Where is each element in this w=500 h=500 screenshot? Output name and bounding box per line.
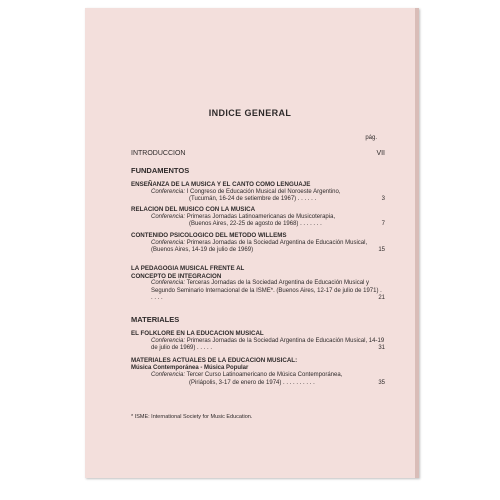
toc-page-number: 3 — [381, 196, 385, 203]
section-heading-materiales: MATERIALES — [131, 315, 180, 324]
toc-entry-conference: Conferencia: Tercer Curso Latinoamericano de Música Contemporánea, (Piriápolis, 3-17 de enero de 1974) . . . . . . . . . . 35 — [151, 372, 385, 386]
toc-entry-title: LA PEDAGOGIA MUSICAL FRENTE AL — [131, 265, 245, 272]
toc-entry-title: CONTENIDO PSICOLOGICO DEL METODO WILLEMS — [131, 232, 287, 239]
toc-entry-title: RELACION DEL MUSICO CON LA MUSICA — [131, 206, 256, 213]
toc-page-number: 7 — [381, 221, 385, 228]
toc-entry — [131, 265, 385, 303]
toc-entry-title-continued: CONCEPTO DE INTEGRACION — [131, 272, 222, 280]
toc-entry — [131, 330, 385, 353]
toc-entry-conference: Conferencia: Primeras Jornadas de la Sociedad Argentina de Educación Musical, 14-19 de julio de 1969) . . . . . 31 — [151, 337, 385, 352]
page-column-label: pág. — [365, 135, 377, 141]
toc-page-number: 35 — [378, 379, 385, 386]
toc-page-number: 21 — [378, 295, 385, 302]
toc-entry-title: INTRODUCCION — [131, 150, 186, 157]
toc-entry-title: MATERIALES ACTUALES DE LA EDUCACION MUSICAL: — [131, 357, 298, 364]
toc-entry — [131, 232, 385, 255]
toc-entry-title: EL FOLKLORE EN LA EDUCACION MUSICAL — [131, 330, 264, 337]
toc-page-number: 31 — [378, 345, 385, 352]
toc-entry-conference: Conferencia: Primeras Jornadas de la Sociedad Argentina de Educación Musical, (Buenos Aires, 14-19 de julio de 1969) 15 — [151, 239, 385, 254]
toc-entry-introduccion — [131, 150, 385, 157]
page-title: INDICE GENERAL — [208, 108, 292, 118]
section-heading-fundamentos: FUNDAMENTOS — [131, 166, 190, 175]
toc-entry-conference: Conferencia: Primeras Jornadas Latinoamericanas de Musicoterapia, (Buenos Aires, 22-25 de agosto de 1968) . . . . . . . 7 — [151, 213, 385, 228]
toc-entry-title: ENSEÑANZA DE LA MUSICA Y EL CANTO COMO LENGUAJE — [131, 181, 311, 188]
toc-page-number: VII — [376, 150, 385, 157]
toc-entry-conference: Conferencia: Terceras Jornadas de la Sociedad Argentina de Educación Musical y Segundo Seminario Internacional de la ISME*. (Buenos Aires, 12-17 de julio de 1971) . . . . . 21 — [151, 280, 385, 302]
toc-entry-subtitle: Música Contemporánea - Música Popular — [131, 364, 249, 371]
toc-entry-conference: Conferencia: I Congreso de Educación Musical del Noroeste Argentino, (Tucumán, 16-24 de setiembre de 1967) . . . . . . 3 — [151, 188, 385, 203]
toc-entry — [131, 206, 385, 229]
footnote: * ISME: International Society for Music Education. — [131, 414, 253, 420]
toc-page-number: 15 — [378, 247, 385, 254]
book-page — [85, 8, 419, 478]
toc-entry — [131, 357, 385, 387]
toc-entry — [131, 181, 385, 204]
